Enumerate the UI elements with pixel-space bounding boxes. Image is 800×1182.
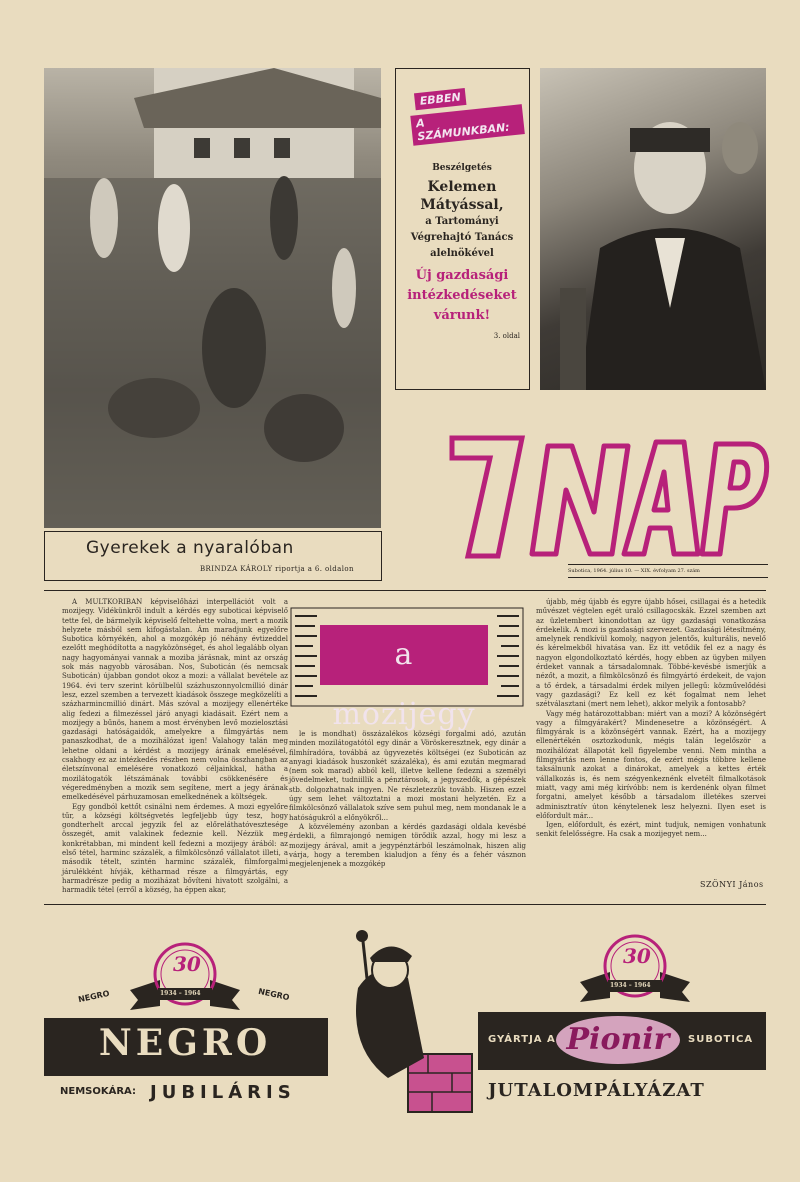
maker-city: SUBOTICA [688,1034,754,1045]
masthead-title: 7 NAP [448,417,500,436]
interviewee-role-3: alelnökével [430,248,494,259]
article-paragraph: Igen, előfordult, és ezért, mint tudjuk, nemigen vonhatunk senkit felelősségre. Ha csak a mozijegyet nem... [536,821,766,839]
article-paragraph: Egy gondból kettőt csinálni nem érdemes. A mozi egyelőre tűr, a községi költségvetés legfeljebb úgy tesz, hogy gondterhelt arccal jegyzik fel az előreláthatóvesztesége összegét, amit valakinek fedeznie kell. Nézzük meg konkrétabban, mi mindent kell fedezni a mozijegy árából: az első tétel, harminc százalék, a filmkölcsönző vállalatot illeti, a második tételt, szintén harminc százalék, filmforgalmi járulékként hívják, kétharmad része a filmgyártás, egy harmadrésze pedig a moziházat bővíteni hivatott szolgálni, a harmadik tétel (erről a község, ha éppen akar, [62,802,288,895]
ribbon-left-text: NEGRO [77,988,111,1005]
article-column-2 [289,730,526,900]
anniversary-years-right: 1934 – 1964 [610,982,651,989]
article-heading: a mozijegy [320,625,488,685]
stamp-line-1: EBBEN [414,88,467,110]
interviewee-role-2: Végrehajtó Tanács [410,232,514,243]
article-paragraph: A közvélemény azonban a kérdés gazdasági oldala kevésbé érdekli, a filmrajongó nemigen törődik azzal, hogy mi lesz a mozijegy árával, amit a jegypénztárból leszámolnak, hiszen alig várja, hogy a teremben kialudjon a fény és a fehér vásznon megjelenjenek a mozgókép [289,822,526,869]
in-this-issue-text [398,162,526,340]
bottom-rule [44,904,766,905]
portrait-photo [540,68,766,390]
article-paragraph: A MULTKORIBAN képviselőházi interpellációt volt a mozijegy. Vidékünkről indult a kérdés egy suboticai képviselő tette fel, de bármelyik képviselő feltehette volna, mert a mozik helyzete másból sem kifogástalan. Ám maradjunk egyelőre Subotica környékén, ahol a mozgókép jó néhány évtizeddel ezelőtt meghódította a nagyközönséget, és ahol legalább olyan nagy hagyományai vannak a moziba járásnak, mint az ország sok más nagyobb városában. Nos, Suboticán (és nemcsak Suboticán) újabban gondot okoz a mozi: a vállalat bevétele az 1964. évi terv szerint körülbelül százhuszonnyolcmillió dinár lesz, ezzel szemben a tervezett kiadások összege megközelíti a százharmincmillió dinárt. Más szóval a mozijegy ellenértéke alig fedezi a filmezéssel járó anyagi kiadásait. Ezért nem a mozijegy a bűnös, hanem a most érvényben levő mozielosztási gazdasági hatóságaidók, amelyekre a filmgyártás nem panaszkodhat, de a mozihálózat igen! Valahogy talán meg lehetne oldani a kérdést a mozijegy árának emelésével, csakhogy ez az intézkedés részben nem volna összhangban az életszínvonal emelésére vonatkozó céljainkkal, hátha a mozilátogatók létszámának további csökkenésére és végeredményben a mozik sem segítene, mert a jegy árának emelkedésével párhuzamosan emelkednének a költségek. [62,598,288,802]
article-paragraph: Vagy még határozottabban: miért van a mozi? A közönségért vagy a filmgyárakért? Mindenesetre a közönségért. A filmgyárak is a közönségért vannak. Ezért, ha a mozijegy ellenértékén osztozkodunk, mégis talán legelőször a mozihálózat állapotát kell figyelembe venni. Nem mintha a filmgyártás nem lenne fontos, de ezért mégis többre kellene taksálnunk azokat a dinárokat, amelyek a kettes érték vállalkozás is, és nem szégyenkeznénk elvetélt filmalkotások miatt, vagy ami még kirívóbb: nem is kerdenénk olyan filmet forgatni, amelyet később a társadalom illetékes szervei adminisztratív úton kénytelenek lesz helyezni. Ilyen eset is előfordult már... [536,709,766,820]
article-column-1 [62,598,288,898]
children-photo [44,68,381,528]
contest-text: JUTALOMPÁLYÁZAT [488,1080,705,1101]
anniversary-number-right: 30 [623,944,651,968]
soon-label: NEMSOKÁRA: [60,1086,136,1097]
interviewee-name-1: Kelemen [427,179,497,195]
masthead-info: Subotica, 1964. július 10. — XIX. évfolyam 27. szám [568,564,768,578]
interview-headline-1: Új gazdasági [415,268,509,283]
interviewee-role-1: a Tartományi [425,216,499,227]
top-rule [44,590,766,591]
masthead-logo [448,417,770,562]
article-signature: SZÖNYI János [700,880,764,889]
in-this-issue-stamp [408,80,524,144]
ribbon-right-text-left-badge: NEGRO [257,986,291,1003]
chimney-sweep-illustration [328,928,478,1122]
anniversary-number-left: 30 [173,952,201,976]
negro-brand: NEGRO [98,1022,272,1064]
article-paragraph: le is mondhat) összázalékos községi forgalmi adó, azután minden mozilátogatótól egy dinár a Vöröskeresztnek, egy dinár a filmhíradóra, továbbá az ügyvezetés költségei (ez Suboticán az anyagi kiadások huszonkét százaléka), és ami ezután megmarad (nem sok marad) abból kell, illetve kellene fedezni a személyi jövedelmeket, tudniillik a pénztárosok, a jegyszedők, a gépészek stb. dolgozhatnak ingyen. Ne részletezzük tovább. Hiszen ezzel úgy sem lehet változtatni a mozi mostani helyzetén. Ez a filmkölcsönző vállalatok szíve sem puhul meg, nem mondanak le a hatóságukról a előnyökről... [289,730,526,822]
interview-page-ref: 3. oldal [493,332,520,340]
anniversary-years-left: 1934 – 1964 [160,990,201,997]
pionir-logo: Pionir [556,1016,680,1064]
photo-caption-credit: BRINDZA KÁROLY riportja a 6. oldalon [200,565,354,573]
article-paragraph: újabb, még újabb és egyre újabb hősei, csillagai és a hetedik művészet végtelen egét uraló csillagocskák. Ezzel szemben azt az üzletembert kinondottan az ügy gazdasági vonatkozása érdekelik. A mozi is gazdasági szervezet. Gazdasági létesítmény, amelynek rendkívül komoly, nagyon jelentős, kulturális, nevelő és kérelmekből hivatása van. Ez itt vetődik fel ez a nagy és nagyon elgondolkoztató kérdés, hogy ebben az ügyben milyen érdeket vannak a társadalomnak. Többé-kevésbé ismerjük a nézőt, a mozit, a filmkölcsönző és filmgyártó érdekeit, de vajon a tő érdek, a társadalmi érdek milyen jellegű: közművelődési vagy gazdasági? Ez kell ez két fogalmat nem lehet szétválasztani (mert nem lehet), akkor melyik a fontosabb? [536,598,766,709]
interview-intro: Beszélgetés [432,163,492,173]
interview-headline-3: várunk! [433,308,491,323]
made-by-label: GYÁRTJA A [488,1034,556,1045]
interview-headline-2: intézkedéseket [407,288,517,303]
stamp-line-2: A SZÁMUNKBAN: [410,104,525,146]
interviewee-name-2: Mátyással, [420,197,504,213]
jubilee-text: JUBILÁRIS [150,1082,296,1103]
article-column-3 [536,598,766,898]
photo-caption-title: Gyerekek a nyaralóban [86,538,294,558]
